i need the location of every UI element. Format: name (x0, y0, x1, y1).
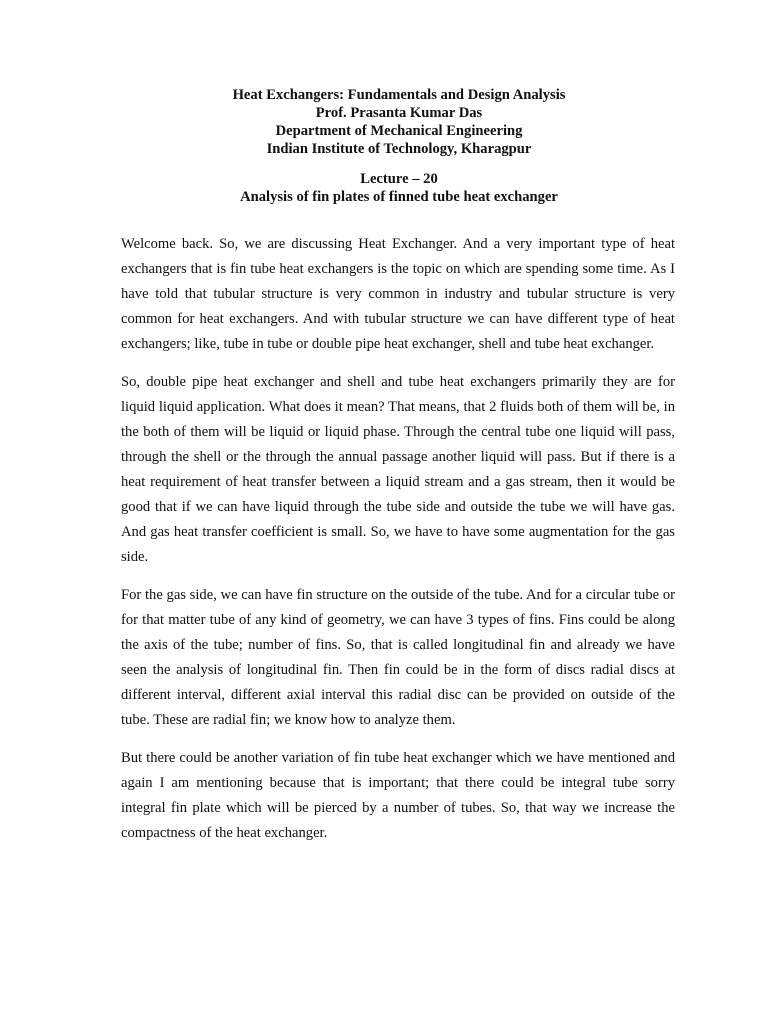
paragraph: So, double pipe heat exchanger and shell and tube heat exchangers primarily they are for liquid liquid application. What does it mean? That means, that 2 fluids both of them will be, in the both of them will be liquid or liquid phase. Through the central tube one liquid will pass, through the shell or the through the annual passage another liquid will pass. But if there is a heat requirement of heat transfer between a liquid stream and a gas stream, then it would be good that if we can have liquid through the tube side and outside the tube we will have gas. And gas heat transfer coefficient is small. So, we have to have some augmentation for the gas side. (121, 374, 675, 565)
lecture-number: Lecture – 20 (360, 171, 438, 187)
document-body (121, 232, 675, 859)
lecture-title: Analysis of fin plates of finned tube heat exchanger (240, 189, 558, 205)
institute-name: Indian Institute of Technology, Kharagpur (266, 141, 532, 157)
department-name: Department of Mechanical Engineering (275, 123, 523, 139)
paragraph: But there could be another variation of fin tube heat exchanger which we have mentioned and again I am mentioning because that is important; that there could be integral tube sorry integral fin plate which will be pierced by a number of tubes. So, that way we increase the compactness of the heat exchanger. (121, 750, 675, 841)
document-header (0, 86, 768, 158)
lecture-heading (0, 170, 768, 206)
paragraph: Welcome back. So, we are discussing Heat Exchanger. And a very important type of heat exchangers that is fin tube heat exchangers is the topic on which are spending some time. As I have told that tubular structure is very common in industry and tubular structure is very common for heat exchangers. And with tubular structure we can have different type of heat exchangers; like, tube in tube or double pipe heat exchanger, shell and tube heat exchanger. (121, 236, 675, 352)
paragraph: For the gas side, we can have fin structure on the outside of the tube. And for a circular tube or for that matter tube of any kind of geometry, we can have 3 types of fins. Fins could be along the axis of the tube; number of fins. So, that is called longitudinal fin and already we have seen the analysis of longitudinal fin. Then fin could be in the form of discs radial discs at different interval, different axial interval this radial disc can be provided on outside of the tube. These are radial fin; we know how to analyze them. (121, 587, 675, 728)
instructor-name: Prof. Prasanta Kumar Das (315, 105, 483, 121)
course-title: Heat Exchangers: Fundamentals and Design Analysis (232, 87, 566, 103)
